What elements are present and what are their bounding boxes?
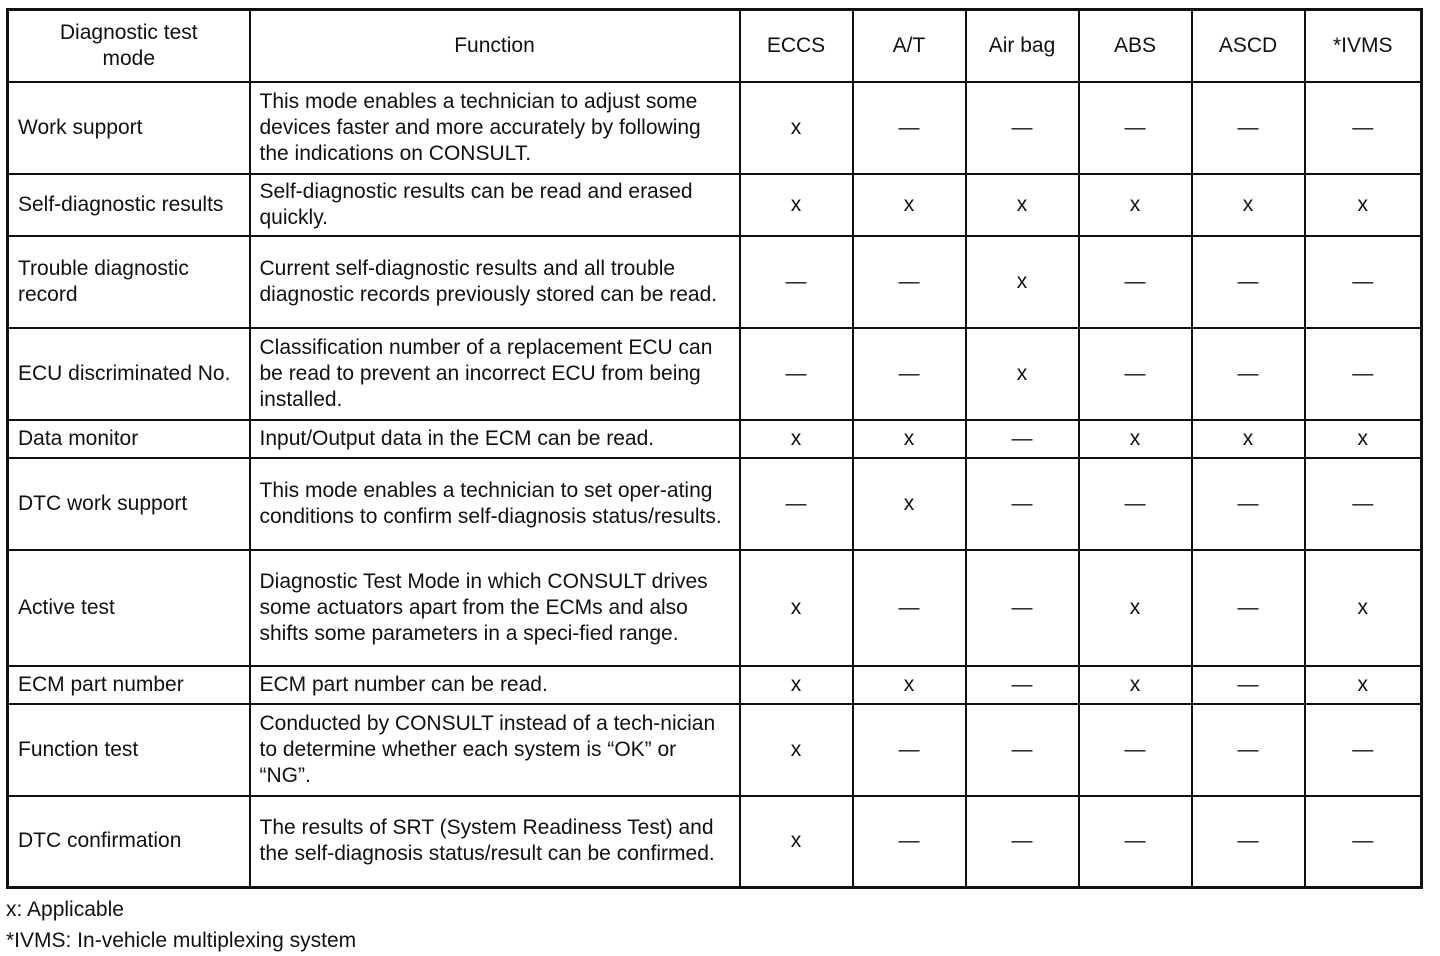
header-abs: ABS bbox=[1079, 10, 1192, 82]
applicability-cell: — bbox=[1305, 458, 1422, 550]
mode-cell: Data monitor bbox=[8, 420, 250, 458]
applicability-cell: — bbox=[1305, 796, 1422, 888]
applicability-cell: x bbox=[1305, 420, 1422, 458]
applicability-cell: x bbox=[966, 236, 1079, 328]
applicability-cell: — bbox=[853, 550, 966, 666]
function-cell: ECM part number can be read. bbox=[250, 666, 740, 704]
mode-cell: Self-diagnostic results bbox=[8, 174, 250, 236]
applicability-cell: x bbox=[1079, 550, 1192, 666]
applicability-cell: x bbox=[853, 174, 966, 236]
mode-cell: Work support bbox=[8, 82, 250, 174]
header-function: Function bbox=[250, 10, 740, 82]
table-row bbox=[8, 236, 1422, 328]
function-cell: Self-diagnostic results can be read and erased quickly. bbox=[250, 174, 740, 236]
footnote-applicable: x: Applicable bbox=[6, 898, 124, 921]
applicability-cell: — bbox=[1079, 328, 1192, 420]
applicability-cell: x bbox=[740, 420, 853, 458]
applicability-cell: — bbox=[1192, 666, 1305, 704]
applicability-cell: x bbox=[853, 420, 966, 458]
applicability-cell: — bbox=[1305, 82, 1422, 174]
applicability-cell: x bbox=[1079, 174, 1192, 236]
table-row bbox=[8, 704, 1422, 796]
table-row bbox=[8, 458, 1422, 550]
applicability-cell: — bbox=[1192, 550, 1305, 666]
applicability-cell: x bbox=[853, 666, 966, 704]
applicability-cell: — bbox=[1192, 796, 1305, 888]
applicability-cell: — bbox=[1192, 328, 1305, 420]
applicability-cell: x bbox=[966, 328, 1079, 420]
mode-cell: Trouble diagnostic record bbox=[8, 236, 250, 328]
header-eccs: ECCS bbox=[740, 10, 853, 82]
applicability-cell: — bbox=[966, 82, 1079, 174]
function-cell: This mode enables a technician to adjust some devices faster and more accurately by following the indications on CONSULT. bbox=[250, 82, 740, 174]
table-row bbox=[8, 82, 1422, 174]
applicability-cell: — bbox=[1305, 328, 1422, 420]
table-row bbox=[8, 328, 1422, 420]
function-cell: This mode enables a technician to set oper-ating conditions to confirm self-diagnosis status/results. bbox=[250, 458, 740, 550]
mode-cell: DTC work support bbox=[8, 458, 250, 550]
applicability-cell: x bbox=[966, 174, 1079, 236]
function-cell: Input/Output data in the ECM can be read. bbox=[250, 420, 740, 458]
applicability-cell: — bbox=[966, 704, 1079, 796]
applicability-cell: — bbox=[1192, 704, 1305, 796]
footnote-ivms: *IVMS: In-vehicle multiplexing system bbox=[6, 929, 357, 952]
applicability-cell: — bbox=[853, 796, 966, 888]
applicability-cell: x bbox=[740, 666, 853, 704]
header-row bbox=[8, 10, 1422, 82]
header-mode: Diagnostic test mode bbox=[8, 10, 250, 82]
header-ivms: *IVMS bbox=[1305, 10, 1422, 82]
footnotes bbox=[6, 894, 356, 956]
applicability-cell: x bbox=[740, 796, 853, 888]
applicability-cell: — bbox=[1079, 236, 1192, 328]
applicability-cell: — bbox=[853, 82, 966, 174]
applicability-cell: — bbox=[1079, 82, 1192, 174]
header-airbag: Air bag bbox=[966, 10, 1079, 82]
applicability-cell: — bbox=[740, 458, 853, 550]
applicability-cell: — bbox=[966, 420, 1079, 458]
header-at: A/T bbox=[853, 10, 966, 82]
applicability-cell: x bbox=[740, 704, 853, 796]
applicability-cell: — bbox=[853, 236, 966, 328]
applicability-cell: x bbox=[1079, 666, 1192, 704]
applicability-cell: x bbox=[1305, 550, 1422, 666]
table-row bbox=[8, 666, 1422, 704]
applicability-cell: — bbox=[966, 550, 1079, 666]
mode-cell: ECU discriminated No. bbox=[8, 328, 250, 420]
applicability-cell: — bbox=[1192, 82, 1305, 174]
applicability-cell: — bbox=[966, 458, 1079, 550]
function-cell: Classification number of a replacement ECU can be read to prevent an incorrect ECU from being installed. bbox=[250, 328, 740, 420]
applicability-cell: — bbox=[1079, 458, 1192, 550]
table-row bbox=[8, 420, 1422, 458]
applicability-cell: x bbox=[1192, 174, 1305, 236]
mode-cell: Active test bbox=[8, 550, 250, 666]
function-cell: The results of SRT (System Readiness Test) and the self-diagnosis status/result can be confirmed. bbox=[250, 796, 740, 888]
applicability-cell: x bbox=[1192, 420, 1305, 458]
diagnostic-mode-table bbox=[6, 8, 1423, 889]
header-ascd: ASCD bbox=[1192, 10, 1305, 82]
applicability-cell: x bbox=[740, 174, 853, 236]
table-row bbox=[8, 550, 1422, 666]
applicability-cell: — bbox=[853, 328, 966, 420]
table-row bbox=[8, 174, 1422, 236]
applicability-cell: — bbox=[740, 328, 853, 420]
applicability-cell: — bbox=[1079, 796, 1192, 888]
function-cell: Current self-diagnostic results and all trouble diagnostic records previously stored can be read. bbox=[250, 236, 740, 328]
applicability-cell: x bbox=[853, 458, 966, 550]
table-row bbox=[8, 796, 1422, 888]
applicability-cell: x bbox=[1305, 174, 1422, 236]
table-body bbox=[8, 82, 1422, 888]
applicability-cell: x bbox=[740, 82, 853, 174]
applicability-cell: x bbox=[740, 550, 853, 666]
mode-cell: Function test bbox=[8, 704, 250, 796]
applicability-cell: — bbox=[1305, 704, 1422, 796]
applicability-cell: x bbox=[1305, 666, 1422, 704]
applicability-cell: — bbox=[1079, 704, 1192, 796]
applicability-cell: — bbox=[740, 236, 853, 328]
applicability-cell: x bbox=[1079, 420, 1192, 458]
function-cell: Conducted by CONSULT instead of a tech-nician to determine whether each system is “OK” or “NG”. bbox=[250, 704, 740, 796]
applicability-cell: — bbox=[966, 666, 1079, 704]
applicability-cell: — bbox=[1192, 458, 1305, 550]
applicability-cell: — bbox=[1305, 236, 1422, 328]
function-cell: Diagnostic Test Mode in which CONSULT drives some actuators apart from the ECMs and also shifts some parameters in a speci-fied range. bbox=[250, 550, 740, 666]
mode-cell: ECM part number bbox=[8, 666, 250, 704]
applicability-cell: — bbox=[966, 796, 1079, 888]
mode-cell: DTC confirmation bbox=[8, 796, 250, 888]
applicability-cell: — bbox=[1192, 236, 1305, 328]
applicability-cell: — bbox=[853, 704, 966, 796]
